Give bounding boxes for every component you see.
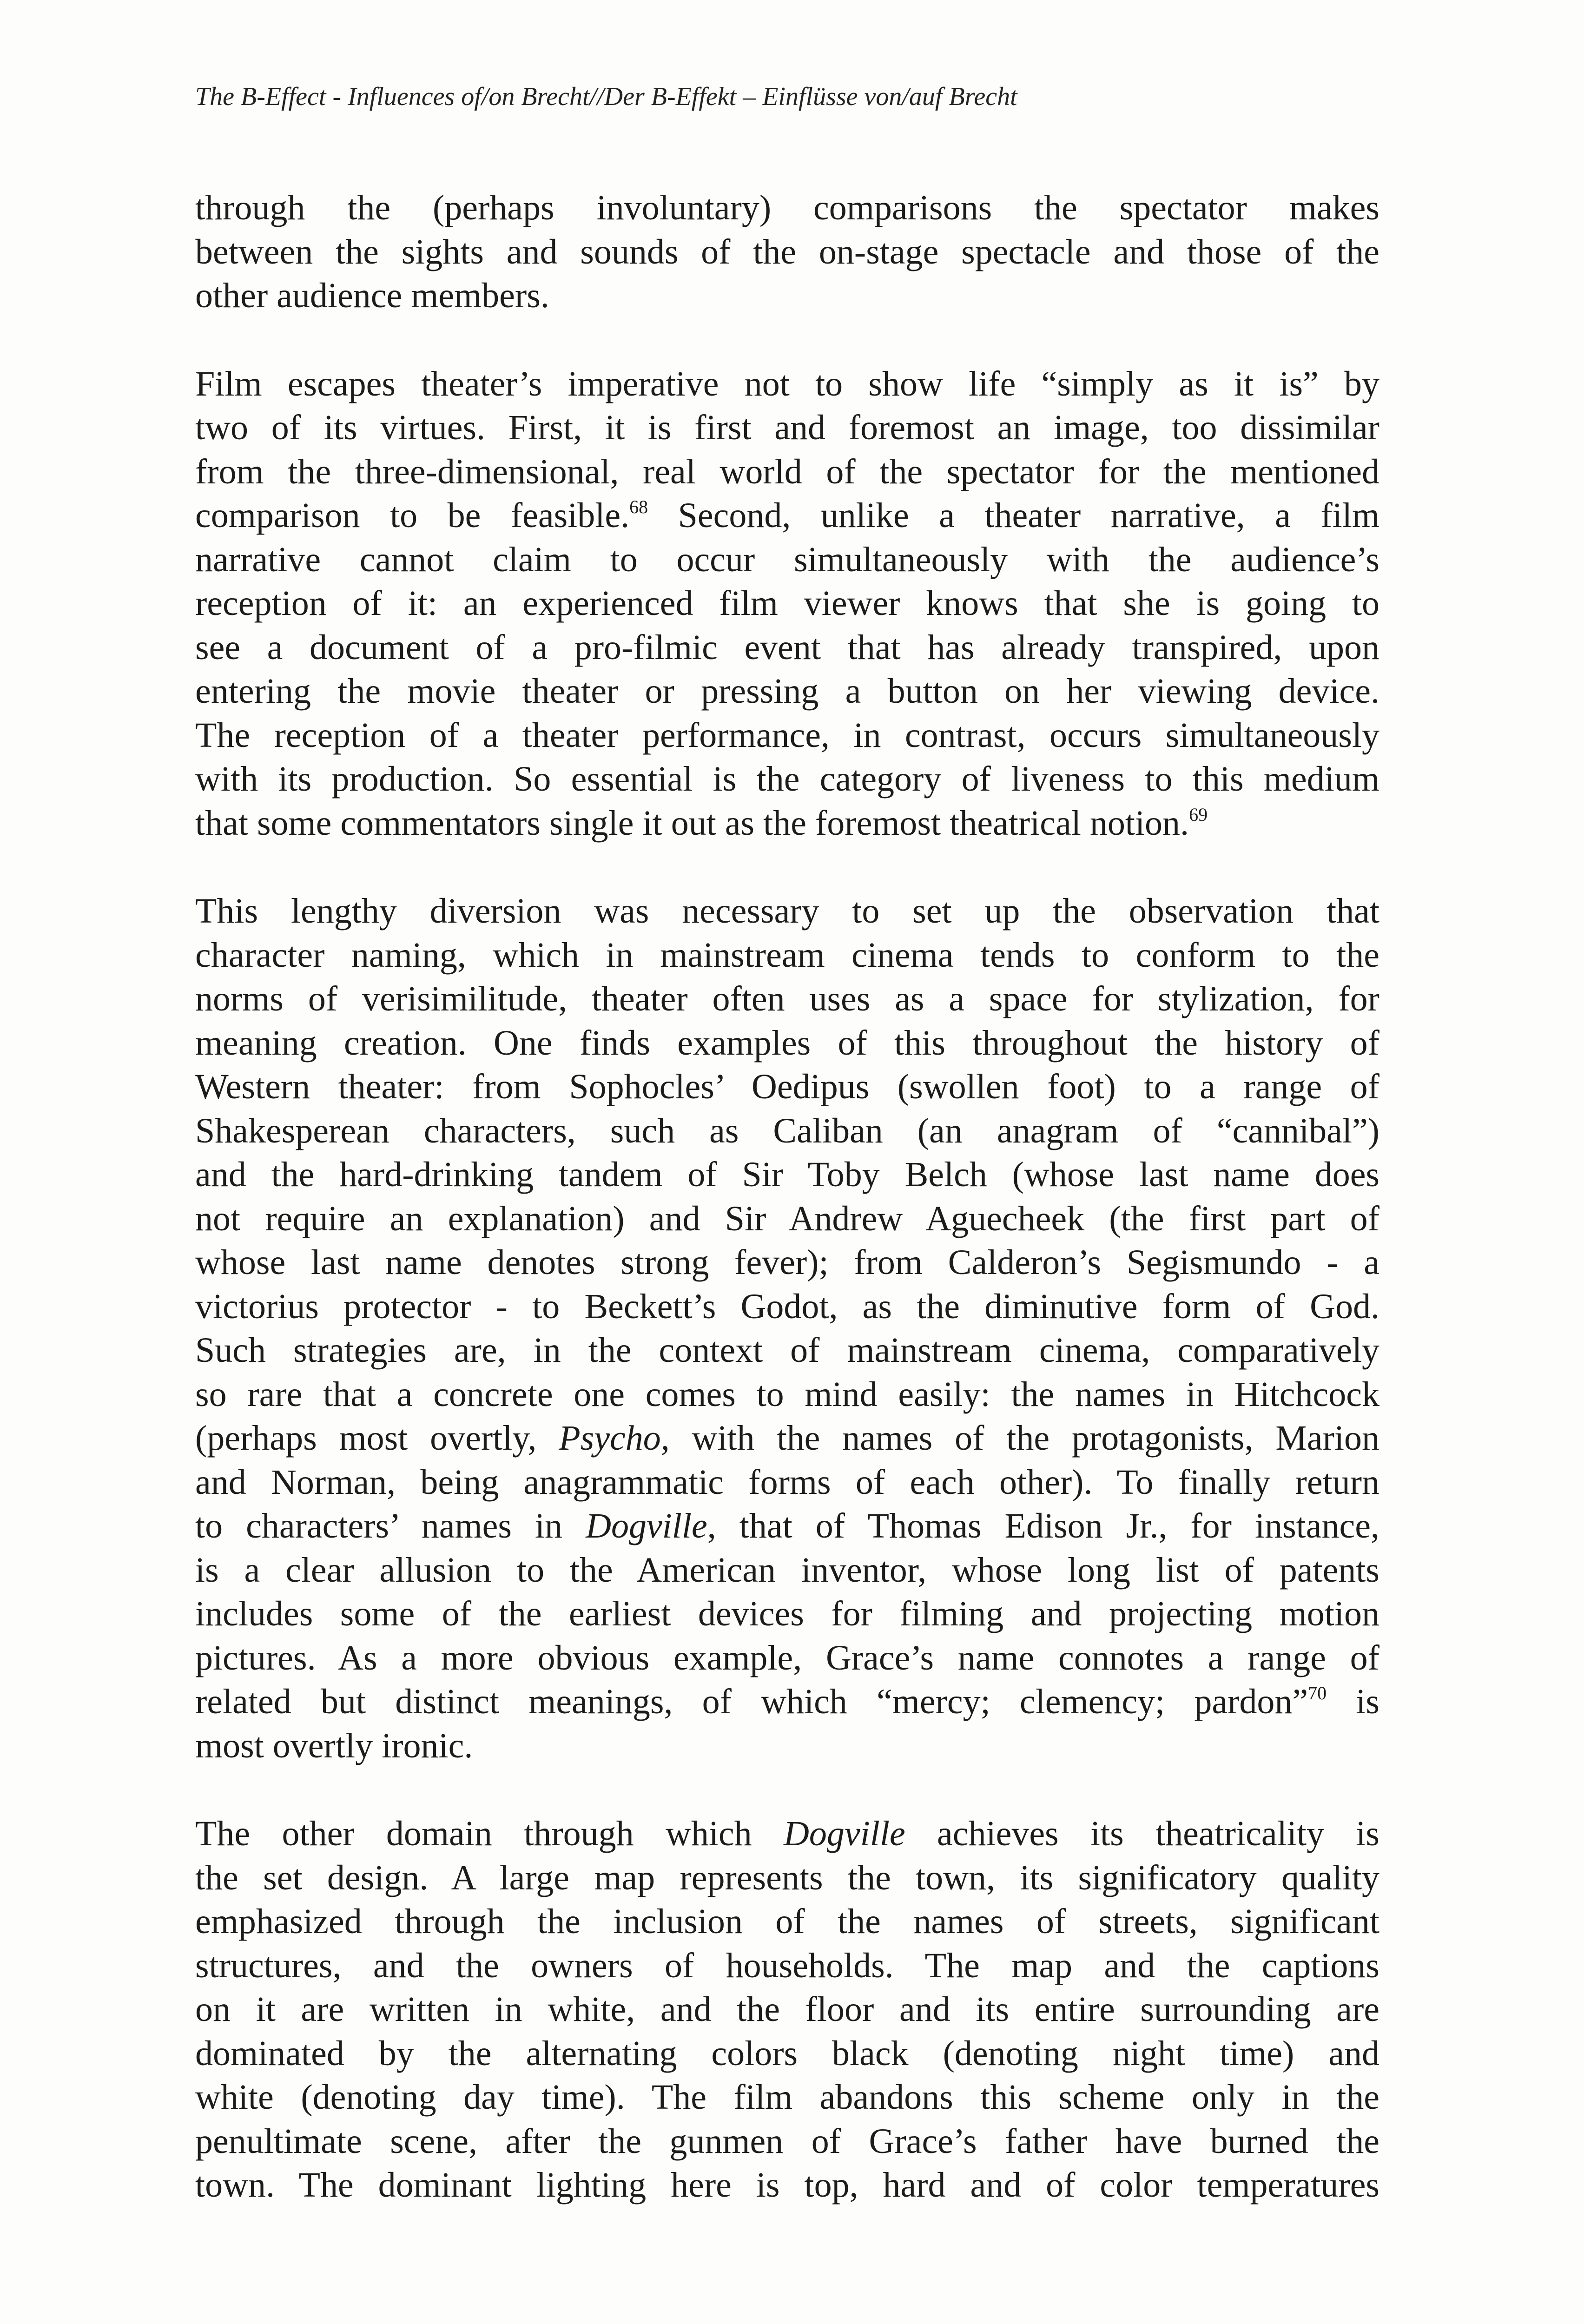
text-line: meaning creation. One finds examples of this throughout the history of xyxy=(195,1023,1379,1063)
text-line: and Norman, being anagrammatic forms of each other). To finally return xyxy=(195,1462,1379,1502)
text-line xyxy=(195,1680,1379,1724)
text-run: , with the names of the protagonists, Marion xyxy=(660,1419,1379,1458)
text-line: two of its virtues. First, it is first and foremost an image, too dissimilar xyxy=(195,408,1379,447)
text-line: narrative cannot claim to occur simultaneously with the audience’s xyxy=(195,540,1379,579)
text-line: includes some of the earliest devices for filming and projecting motion xyxy=(195,1594,1379,1633)
text-line: pictures. As a more obvious example, Grace’s name connotes a range of xyxy=(195,1638,1379,1677)
paragraph-2 xyxy=(195,362,1379,845)
text-line: is a clear allusion to the American inventor, whose long list of patents xyxy=(195,1550,1379,1590)
paragraph-3 xyxy=(195,889,1379,1768)
text-line: town. The dominant lighting here is top, hard and of color temperatures xyxy=(195,2166,1379,2205)
text-line xyxy=(195,1416,1379,1460)
film-title-dogville: Dogville xyxy=(784,1814,905,1853)
text-line: norms of verisimilitude, theater often uses as a space for stylization, for xyxy=(195,979,1379,1018)
text-line xyxy=(195,494,1379,538)
text-line xyxy=(195,1812,1379,1856)
text-line: character naming, which in mainstream cinema tends to conform to the xyxy=(195,935,1379,975)
text-line: dominated by the alternating colors black (denoting night time) and xyxy=(195,2034,1379,2073)
text-line: on it are written in white, and the floor and its entire surrounding are xyxy=(195,1990,1379,2029)
text-line: This lengthy diversion was necessary to set up the observation that xyxy=(195,891,1379,931)
text-line xyxy=(195,801,1379,845)
text-run: The other domain through which xyxy=(195,1814,784,1853)
text-line: the set design. A large map represents the town, its significatory quality xyxy=(195,1858,1379,1897)
text-line: see a document of a pro-filmic event that has already transpired, upon xyxy=(195,627,1379,667)
text-line: Film escapes theater’s imperative not to show life “simply as it is” by xyxy=(195,364,1379,403)
text-line: white (denoting day time). The film abandons this scheme only in the xyxy=(195,2078,1379,2117)
text-line: with its production. So essential is the category of liveness to this medium xyxy=(195,759,1379,799)
text-run: comparison to be feasible. xyxy=(195,496,630,535)
text-line: structures, and the owners of households. The map and the captions xyxy=(195,1946,1379,1985)
text-line: entering the movie theater or pressing a button on her viewing device. xyxy=(195,672,1379,711)
text-line: Western theater: from Sophocles’ Oedipus (swollen foot) to a range of xyxy=(195,1067,1379,1106)
text-run: achieves its theatricality is xyxy=(905,1814,1379,1853)
text-line: reception of it: an experienced film viewer knows that she is going to xyxy=(195,584,1379,623)
text-line: emphasized through the inclusion of the names of streets, significant xyxy=(195,1902,1379,1941)
text-run: (perhaps most overtly, xyxy=(195,1419,559,1458)
text-run: Second, unlike a theater narrative, a film xyxy=(648,496,1379,535)
text-line: most overtly ironic. xyxy=(195,1726,473,1765)
text-line: whose last name denotes strong fever); from Calderon’s Segismundo - a xyxy=(195,1243,1379,1282)
text-line: other audience members. xyxy=(195,276,549,315)
film-title-dogville: Dogville xyxy=(586,1506,707,1545)
paragraph-1 xyxy=(195,186,1379,318)
text-line: from the three-dimensional, real world of the spectator for the mentioned xyxy=(195,452,1379,491)
body-text xyxy=(195,186,1379,2251)
text-line: victorius protector - to Beckett’s Godot, as the diminutive form of God. xyxy=(195,1287,1379,1326)
text-run: that some commentators single it out as the foremost theatrical notion. xyxy=(195,803,1189,843)
text-line: through the (perhaps involuntary) comparisons the spectator makes xyxy=(195,188,1379,227)
text-line: The reception of a theater performance, in contrast, occurs simultaneously xyxy=(195,715,1379,755)
footnote-ref-69: 69 xyxy=(1189,804,1208,825)
text-run: is xyxy=(1327,1682,1379,1721)
paragraph-4 xyxy=(195,1812,1379,2207)
running-header: The B-Effect - Influences of/on Brecht//Der B-Effekt – Einflüsse von/auf Brecht xyxy=(195,82,1017,111)
text-run: , that of Thomas Edison Jr., for instance, xyxy=(707,1506,1379,1545)
text-line: Such strategies are, in the context of mainstream cinema, comparatively xyxy=(195,1331,1379,1370)
text-line: not require an explanation) and Sir Andrew Aguecheek (the first part of xyxy=(195,1199,1379,1238)
footnote-ref-68: 68 xyxy=(629,496,648,517)
text-line xyxy=(195,1504,1379,1548)
text-run: to characters’ names in xyxy=(195,1506,586,1545)
text-line: between the sights and sounds of the on-stage spectacle and those of the xyxy=(195,232,1379,271)
film-title-psycho: Psycho xyxy=(559,1419,661,1458)
text-line: so rare that a concrete one comes to mind easily: the names in Hitchcock xyxy=(195,1374,1379,1414)
text-line: penultimate scene, after the gunmen of Grace’s father have burned the xyxy=(195,2121,1379,2161)
text-line: Shakesperean characters, such as Caliban (an anagram of “cannibal”) xyxy=(195,1111,1379,1150)
text-line: and the hard-drinking tandem of Sir Toby Belch (whose last name does xyxy=(195,1155,1379,1194)
footnote-ref-70: 70 xyxy=(1308,1683,1327,1703)
text-run: related but distinct meanings, of which “mercy; clemency; pardon” xyxy=(195,1682,1308,1721)
